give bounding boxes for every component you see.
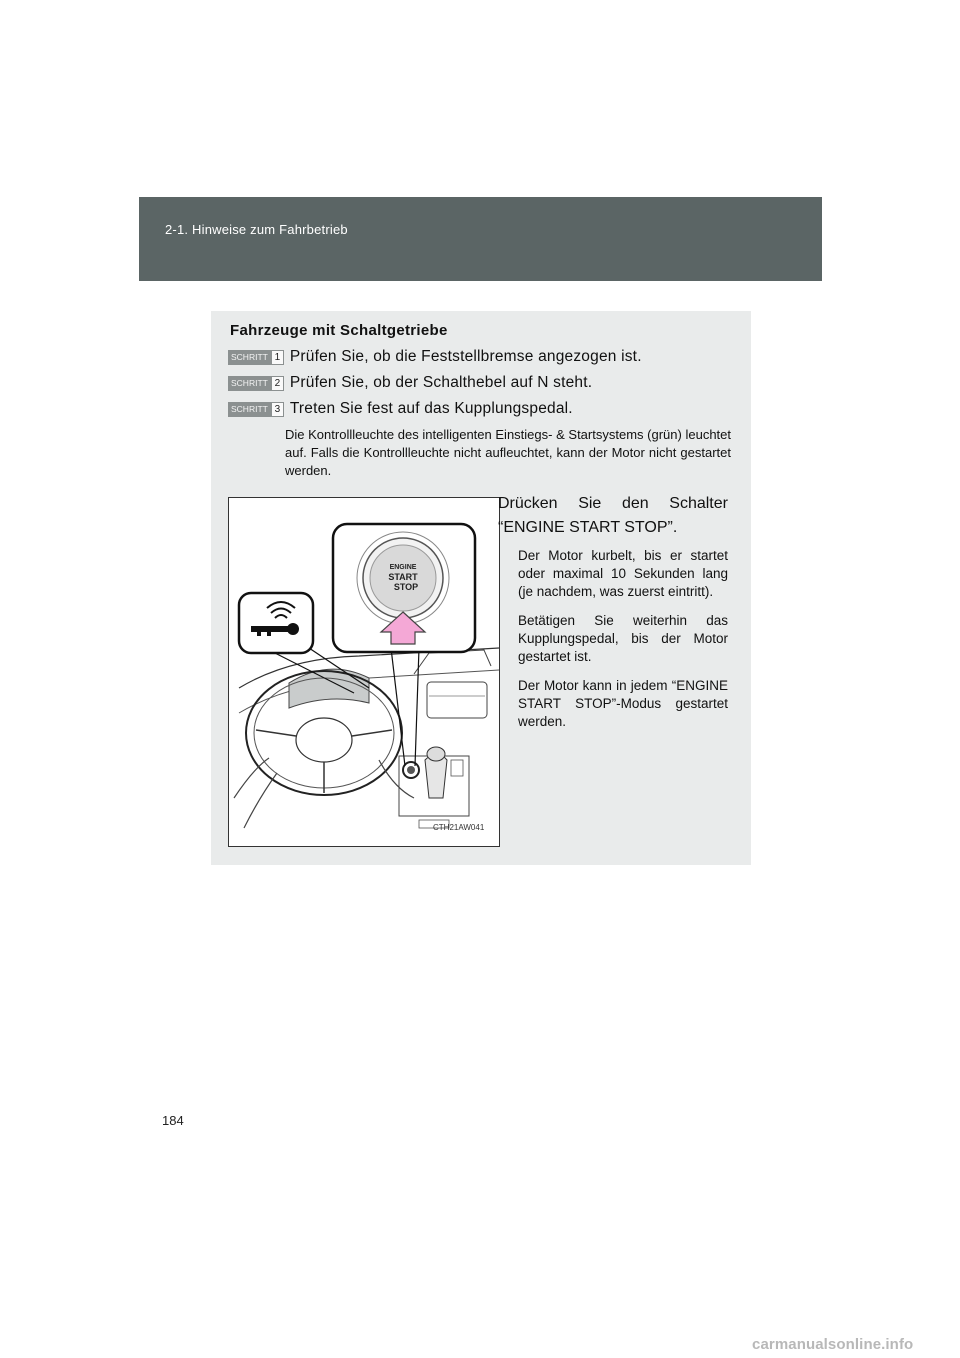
section-title: 2-1. Hinweise zum Fahrbetrieb (165, 222, 348, 237)
engine-start-stop-button (357, 532, 449, 624)
note-paragraph: Betätigen Sie weiterhin das Kupplungspedal, bis der Motor gestartet ist. (518, 613, 728, 664)
instruction-panel (211, 311, 751, 865)
page-number: 184 (162, 1113, 184, 1128)
step-2 (228, 374, 592, 392)
step-4-notes (518, 547, 728, 742)
step-text: Treten Sie fest auf das Kupplungspedal. (289, 400, 573, 417)
watermark: carmanualsonline.info (752, 1336, 914, 1353)
section-header (139, 197, 822, 281)
step-3-note: Die Kontrollleuchte des intelligenten Einstiegs- & Startsystems (grün) leuchtet auf. Falls die Kontrollleuchte nicht aufleuchtet, kann der Motor nicht gestartet werden. (285, 427, 731, 478)
step-text: Prüfen Sie, ob der Schalthebel auf N steht. (289, 374, 593, 391)
step-1 (228, 348, 642, 366)
step-badge: SCHRITT 3 (228, 401, 284, 417)
button-line-2: START (388, 572, 418, 582)
button-line-1: ENGINE (389, 564, 417, 571)
step-badge: SCHRITT 1 (228, 349, 284, 365)
note-paragraph: Der Motor kurbelt, bis er startet oder maximal 10 Sekunden lang (je nachdem, was zuerst eintritt). (518, 548, 728, 599)
step-4-heading: Drücken Sie den Schalter “ENGINE START STOP”. (498, 495, 728, 536)
dashboard-drawing (229, 498, 499, 846)
button-line-3: STOP (393, 582, 419, 592)
step-text: Prüfen Sie, ob die Feststellbremse angezogen ist. (289, 348, 642, 365)
step-3 (228, 400, 573, 418)
note-paragraph: Der Motor kann in jedem “ENGINE START STOP”-Modus gestartet werden. (518, 678, 728, 729)
step-badge: SCHRITT 2 (228, 375, 284, 391)
figure-code: CTH21AW041 (433, 823, 485, 832)
panel-title: Fahrzeuge mit Schaltgetriebe (230, 322, 448, 339)
start-button-illustration (228, 497, 500, 847)
